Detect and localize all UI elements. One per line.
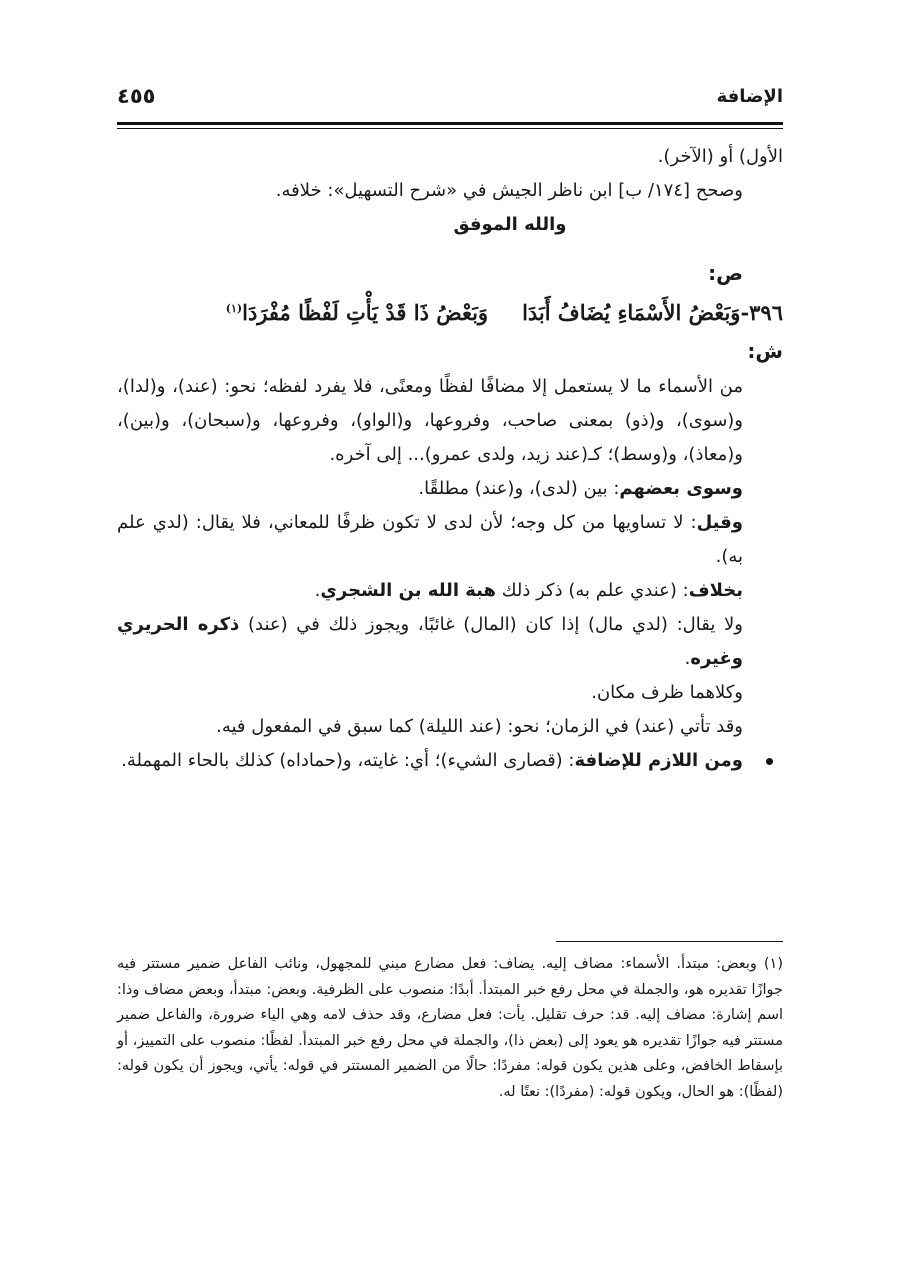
paragraph-2 [117,472,783,506]
matn-label [117,256,783,292]
running-header [117,82,783,116]
paragraph-5-end: . [684,648,691,669]
footnote-separator [556,941,783,942]
bullet-icon [766,758,773,765]
verse-first-half: وَبَعْضُ الأَسْمَاءِ يُضَافُ أَبَدَا [522,300,741,325]
page-number: ٤٥٥ [117,84,156,108]
matn-label-text: ص: [708,261,743,285]
paragraph-5-author: ذكره الحريري وغيره [117,614,743,669]
correction-line: وصحح [١٧٤/ ب] ابن ناظر الجيش في «شرح التسهيل»: خلافه. [275,180,743,201]
bullet-paragraph [117,744,783,778]
verse-number: ٣٩٦- [740,300,783,325]
paragraph-3-text: : لا تساويها من كل وجه؛ لأن لدى لا تكون ظرفًا للمعاني، فلا يقال: (لدي علم به). [117,512,743,567]
paragraph-5 [117,608,783,676]
verse-line [117,292,783,334]
verse-second-half: وَبَعْضُ ذَا قَدْ يَأْتِ لَفْظًا مُفْرَدَا [242,300,489,325]
paragraph-3-lead: وقيل [696,512,743,533]
footnotes [117,952,783,1105]
footnote-1: (١) وبعض: مبتدأ. الأسماء: مضاف إليه. يضاف: فعل مضارع مبني للمجهول، ونائب الفاعل ضمير مستتر فيه جوازًا تقديره هو، والجملة في محل رفع خبر المبتدأ. أبدًا: منصوب على الظرفية. وبعض: مبتدأ، وبعض مضاف وذا: اسم إشارة: مضاف إليه. قد: حرف تقليل. يأت: فعل مضارع، وقد حذف لامه وهي الياء ضرورة، والفاعل ضمير مستتر فيه جوازًا تقديره هو يعود إلى (بعض ذا)، والجملة في محل رفع خبر المبتدأ. لفظًا: منصوب على التمييز، أو بإسقاط الخافض، وعلى هذين يكون قوله: مفردًا: حالًا من الضمير المستتر في قوله: يأتي، ويجوز أن يكون قوله: (لفظًا): هو الحال، ويكون قوله: (مفردًا): نعتًا له. [117,956,783,1100]
paragraph-3 [117,506,783,574]
paragraph-4-lead: بخلاف [688,580,743,601]
paragraph-2-text: : بين (لدى)، و(عند) مطلقًا. [418,478,620,499]
paragraph-6: وكلاهما ظرف مكان. [591,682,743,703]
spacer [117,242,783,256]
header-rule-thin [117,128,783,129]
sharh-label [117,334,783,370]
sharh-label-text: ش: [747,339,783,363]
bullet-text: : (قصارى الشيء)؛ أي: غايته، و(حماداه) كذلك بالحاء المهملة. [121,750,575,771]
paragraph-4 [117,574,783,608]
footnote-reference: (١) [225,302,243,315]
paragraph-4-author: هبة الله بن الشجري [320,580,496,601]
bullet-lead: ومن اللازم للإضافة [574,750,743,771]
paragraph-1: من الأسماء ما لا يستعمل إلا مضافًا لفظًا ومعنًى، فلا يفرد لفظه؛ نحو: (عند)، و(لدا)، و(سوى)، و(ذو) بمعنى صاحب، وفروعها، و(الواو)، وفروعها، و(سبحان)، و(بين)، و(معاذ)، و(وسط)؛ كـ(عند زيد، ولدى عمرو)... إلى آخره. [117,376,743,465]
paragraph-5-text: ولا يقال: (لدي مال) إذا كان (المال) غائبًا، ويجوز ذلك في (عند) [239,614,743,635]
continuation-line: الأول) أو (الآخر). [657,146,783,167]
paragraph-4-end: . [314,580,321,601]
paragraph-4-text: : (عندي علم به) ذكر ذلك [496,580,689,601]
paragraph-7: وقد تأتي (عند) في الزمان؛ نحو: (عند الليلة) كما سبق في المفعول فيه. [216,716,743,737]
paragraph-2-lead: وسوى بعضهم [619,478,743,499]
header-rule-thick [117,122,783,125]
chapter-title: الإضافة [716,86,783,107]
closing-phrase: والله الموفق [453,214,567,235]
main-text [117,140,783,778]
